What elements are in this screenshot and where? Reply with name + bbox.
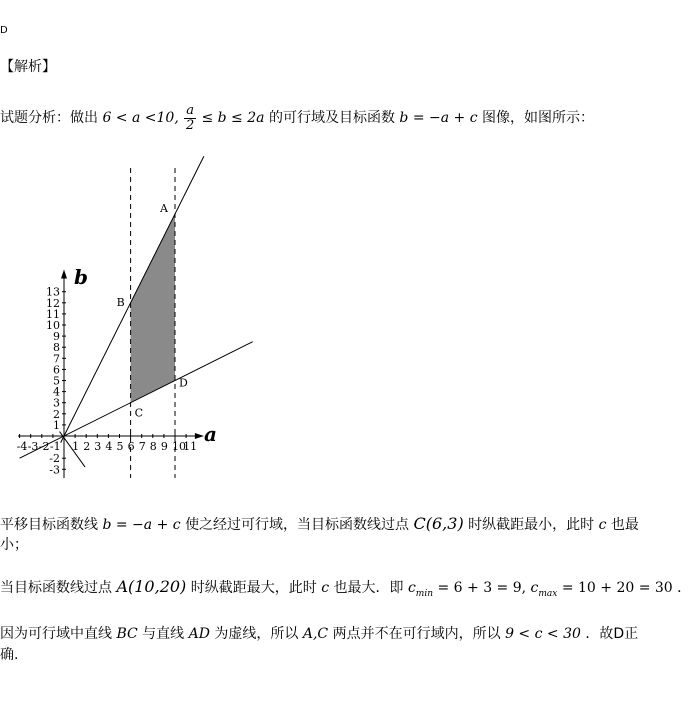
- para3-prefix: 因为可行域中直线: [0, 626, 112, 642]
- x-axis-label: a: [204, 422, 217, 446]
- x-tick-label: 10: [172, 440, 186, 453]
- intro-func: b = −a + c: [399, 110, 478, 126]
- y-tick-label: 1: [53, 418, 60, 432]
- x-tick-label: 4: [105, 440, 113, 453]
- para3-mid3: 两点并不在可行域内，所以: [332, 626, 501, 642]
- y-tick-label: 13: [46, 285, 60, 299]
- para3-range: 9 < c < 30: [505, 626, 581, 642]
- feasible-region: [131, 214, 175, 403]
- x-tick-label: 3: [94, 440, 102, 453]
- y-tick-label: -2: [49, 452, 60, 466]
- x-tick-label: 1: [72, 440, 80, 453]
- para2-mid: 时纵截距最大，此时: [190, 580, 317, 596]
- x-tick-label: -1: [49, 440, 61, 453]
- point-label-b: B: [116, 295, 125, 309]
- para1-func: b = −a + c: [102, 517, 181, 533]
- point-label-d: D: [179, 376, 188, 390]
- intro-prefix: 试题分析：做出: [0, 110, 98, 126]
- y-tick-label: 4: [53, 385, 60, 399]
- para1-line2: 小；: [0, 537, 28, 553]
- intro-cond1: 6 < a <10,: [102, 110, 179, 126]
- para3-mid: 与直线: [142, 626, 185, 642]
- feasible-region-graph: [18, 160, 268, 480]
- para1-mid: 使之经过可行域，当目标函数线过点: [185, 517, 410, 533]
- point-label-c: C: [134, 406, 144, 420]
- cmax-expression: $c_{max} = 10 + 20 = 30$: [530, 580, 673, 599]
- para1-prefix: 平移目标函数线: [0, 517, 98, 533]
- x-tick-label: 6: [127, 440, 135, 453]
- x-axis-arrow: [195, 433, 204, 439]
- y-axis-label: b: [74, 265, 88, 289]
- intro-cond2: ≤ b ≤ 2a: [201, 110, 265, 126]
- para2-point-a: A(10,20): [116, 577, 187, 596]
- point-label-a: A: [160, 202, 168, 215]
- x-tick-label: 2: [83, 440, 91, 453]
- x-tick-label: 9: [160, 440, 168, 453]
- para3-line2: 确.: [0, 647, 19, 663]
- x-tick-labels: [17, 440, 198, 453]
- intro-middle: 的可行域及目标函数: [268, 110, 395, 126]
- para1-var: c: [598, 517, 607, 533]
- y-tick-label: 3: [53, 396, 60, 410]
- y-tick-label: 10: [46, 319, 60, 332]
- para2-prefix: 当目标函数线过点: [0, 580, 112, 596]
- para3-line1: [0, 624, 638, 644]
- y-axis-arrow: [61, 270, 67, 279]
- x-tick-label: -2: [38, 440, 50, 453]
- intro-suffix: 图像，如图所示：: [482, 110, 595, 126]
- y-tick-label: 7: [53, 352, 60, 366]
- para3-mid2: 为虚线，所以: [214, 626, 299, 642]
- para2-line: [0, 576, 691, 605]
- intro-line: [0, 102, 594, 134]
- y-tick-label: 9: [53, 330, 60, 344]
- x-tick-label: 7: [138, 440, 146, 453]
- x-tick-label: -4: [16, 440, 28, 453]
- para1-mid2: 时纵截距最小，此时: [468, 517, 595, 533]
- intro-fraction: [184, 104, 196, 133]
- para3-line-ad: AD: [188, 626, 210, 642]
- para1-line1: [0, 514, 639, 535]
- para3-points-ac: A,C: [302, 626, 329, 642]
- y-tick-label: 11: [46, 307, 60, 321]
- y-tick-label: 6: [53, 363, 60, 377]
- para1-end: 也最: [610, 517, 639, 533]
- y-tick-label: 2: [53, 407, 60, 421]
- cmin-expression: $c_{min} = 6 + 3 = 9$,: [407, 580, 527, 599]
- y-tick-label: 12: [46, 296, 60, 310]
- para3-line-bc: BC: [116, 626, 138, 642]
- y-tick-label: 8: [53, 341, 60, 355]
- x-tick-label: 11: [183, 440, 198, 453]
- para2-var: c: [321, 580, 330, 596]
- section-title: 【解析】: [0, 59, 56, 75]
- y-tick-label: -3: [49, 463, 60, 477]
- x-tick-label: -3: [27, 440, 39, 453]
- y-tick-label: 5: [53, 374, 60, 388]
- para2-mid2: 也最大．即: [333, 580, 404, 596]
- x-tick-label: 5: [116, 440, 124, 453]
- frac-numerator: a: [186, 102, 195, 118]
- x-tick-label: 8: [149, 440, 157, 453]
- para3-end: ．故D正: [585, 626, 639, 642]
- para1-point-c: C(6,3): [413, 514, 464, 533]
- answer-letter: D: [0, 25, 8, 36]
- frac-denominator: 2: [185, 117, 195, 133]
- para2-end: ．: [677, 580, 691, 596]
